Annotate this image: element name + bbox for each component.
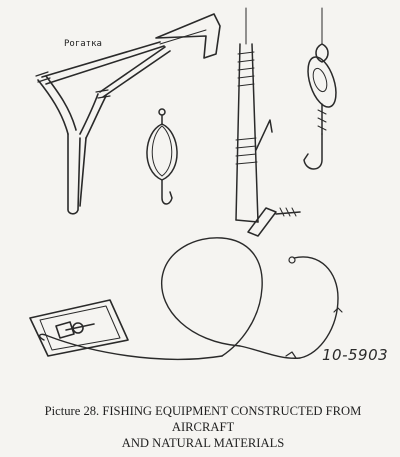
fishing-line-drawing [40,238,342,360]
gorge-hook-drawing [147,109,177,204]
slingshot-label: Рогатка [64,39,102,49]
spoon-lure-drawing [303,8,342,169]
caption-line-1: Picture 28. FISHING EQUIPMENT CONSTRUCTED FROM AIRCRAFT [44,404,362,434]
caption-line-2: AND NATURAL MATERIALS [121,436,285,450]
figure-caption [18,403,388,451]
reference-code: 10-5903 [322,346,389,364]
snap-swivel-drawing [248,208,300,236]
stick-hook-drawing [236,8,272,222]
buckle-drawing [30,300,128,356]
